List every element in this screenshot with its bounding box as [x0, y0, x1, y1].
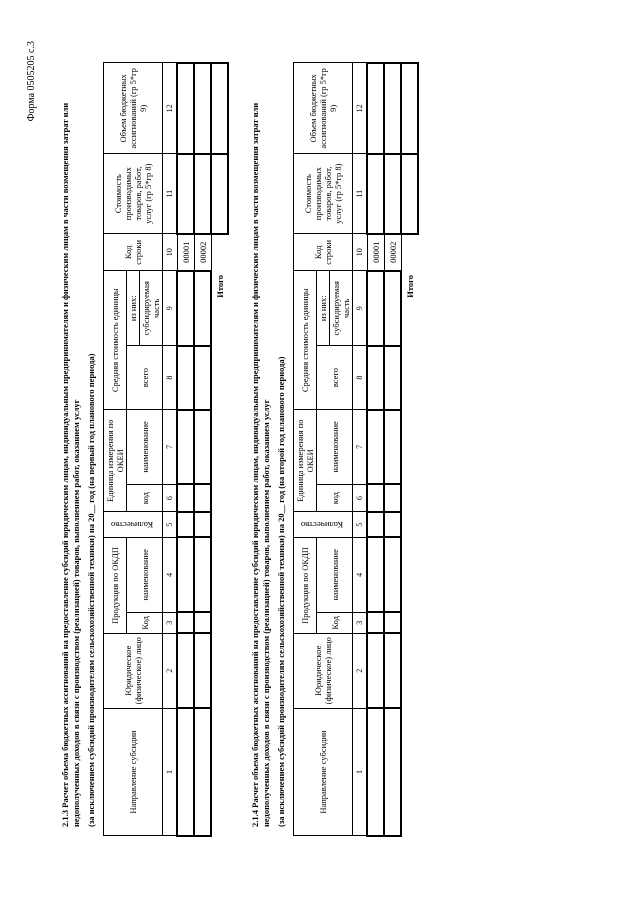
header-avg-cost-group: Средняя стоимость единицы [104, 271, 127, 410]
section-subtitle: (за исключением субсидий производителям сельскохозяйственной техники) на 20__ год (на второй год планового периода) [276, 356, 286, 827]
section-2-1-3 [60, 47, 229, 837]
header-unit-name: наименование [317, 410, 353, 485]
header-row-code: Код строки [294, 234, 353, 271]
total-row [211, 63, 228, 836]
table-row [194, 63, 211, 836]
header-product-group: Продукция по ОКДП [294, 538, 317, 634]
header-quantity: Количество [294, 512, 353, 538]
header-volume: Объем бюджетных ассигнований (гр 5*гр 9) [294, 63, 353, 154]
form-code: Форма 0505205 с.3 [26, 41, 37, 122]
section-subtitle: (за исключением субсидий производителям сельскохозяйственной техники) на 20__ год (на первый год планового периода) [86, 353, 96, 827]
header-direction: Направление субсидии [104, 708, 163, 836]
column-numbers-row: 1 2 3 4 5 6 7 8 9 10 11 12 [353, 63, 368, 836]
header-direction: Направление субсидии [294, 708, 353, 836]
subsidy-table [293, 62, 419, 837]
column-numbers-row: 1 2 3 4 5 6 7 8 9 10 11 12 [163, 63, 178, 836]
section-2-1-4 [250, 47, 419, 837]
header-unit-name: наименование [127, 410, 163, 485]
header-unit-code: код [317, 484, 353, 512]
header-avg-total: всего [317, 346, 353, 410]
header-volume: Объем бюджетных ассигнований (гр 5*гр 9) [104, 63, 163, 154]
table-row [367, 63, 384, 836]
header-cost-goods: Стоимость производимых товаров, работ, услуг (гр 5*гр 8) [104, 154, 163, 234]
total-label: Итого [405, 274, 415, 298]
subsidy-table [103, 62, 229, 837]
header-product-name: наименование [127, 538, 163, 613]
header-avg-of-which: из них: [317, 271, 330, 346]
header-quantity: Количество [104, 512, 163, 538]
header-product-code: Код [317, 612, 353, 633]
header-cost-goods: Стоимость производимых товаров, работ, услуг (гр 5*гр 8) [294, 154, 353, 234]
header-row-code: Код строки [104, 234, 163, 271]
table-row [177, 63, 194, 836]
header-entity: Юридическое (физическое) лицо [104, 633, 163, 708]
rotated-form [20, 27, 620, 877]
header-avg-total: всего [127, 346, 163, 410]
table-row [384, 63, 401, 836]
header-unit-group: Единица измерения по ОКЕИ [104, 410, 127, 512]
header-entity: Юридическое (физическое) лицо [294, 633, 353, 708]
section-title: 2.1.4 Расчет объема бюджетных ассигнований на предоставление субсидий юридическим лицам, индивидуальным предпринимателям и физическим лицам в части возмещения затрат или недополученных доходов в связи с производством (реализацией) товаров, выполнением работ, оказанием услуг [250, 102, 271, 827]
header-avg-of-which: из них: [127, 271, 140, 346]
total-row [401, 63, 418, 836]
header-avg-subsidized: субсидируемая часть [330, 271, 353, 346]
header-product-group: Продукция по ОКДП [104, 538, 127, 634]
row-code: 00002 [384, 234, 401, 271]
header-product-name: наименование [317, 538, 353, 613]
total-label: Итого [215, 274, 225, 298]
header-avg-subsidized: субсидируемая часть [140, 271, 163, 346]
header-unit-group: Единица измерения по ОКЕИ [294, 410, 317, 512]
header-avg-cost-group: Средняя стоимость единицы [294, 271, 317, 410]
header-unit-code: код [127, 484, 163, 512]
row-code: 00001 [177, 234, 194, 271]
header-product-code: Код [127, 612, 163, 633]
row-code: 00002 [194, 234, 211, 271]
section-title: 2.1.3 Расчет объема бюджетных ассигнований на предоставление субсидий юридическим лицам, индивидуальным предпринимателям и физическим лицам в части возмещения затрат или недополученных доходов в связи с производством (реализацией) товаров, выполнением работ, оказанием услуг [60, 102, 81, 827]
row-code: 00001 [367, 234, 384, 271]
